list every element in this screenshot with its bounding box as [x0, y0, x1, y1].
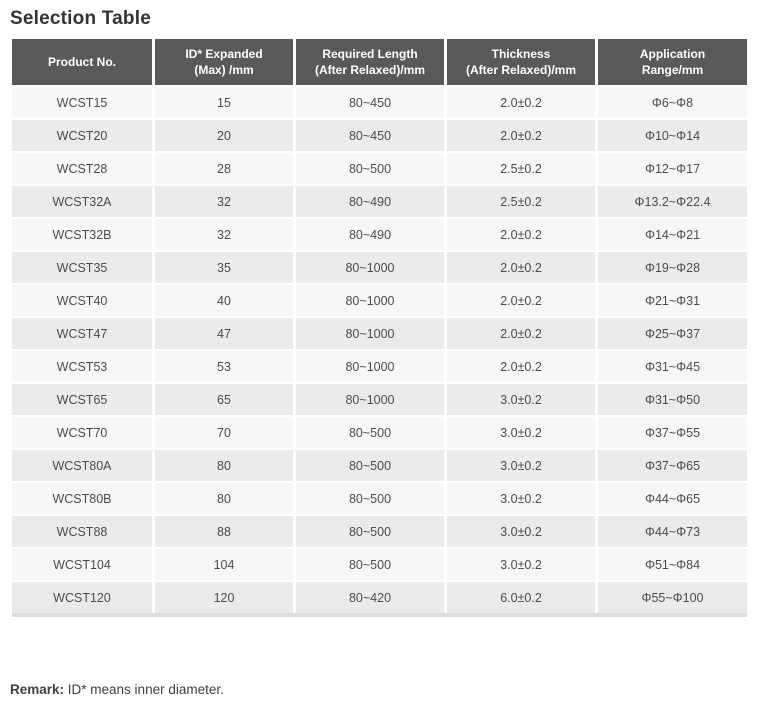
selection-table-grid — [12, 39, 747, 613]
table-cell: 80~500 — [296, 483, 444, 514]
table-cell: 80~1000 — [296, 318, 444, 349]
table-cell: 80~490 — [296, 186, 444, 217]
table-cell: Φ19~Φ28 — [598, 252, 747, 283]
table-cell: 2.0±0.2 — [447, 285, 595, 316]
table-cell: WCST70 — [12, 417, 152, 448]
selection-table — [12, 39, 747, 617]
table-cell: Φ37~Φ55 — [598, 417, 747, 448]
table-cell: 3.0±0.2 — [447, 384, 595, 415]
table-cell: WCST47 — [12, 318, 152, 349]
column-header-line1: Application — [639, 47, 706, 61]
table-cell: 80 — [155, 450, 293, 481]
table-cell: WCST104 — [12, 549, 152, 580]
table-cell: 65 — [155, 384, 293, 415]
table-cell: 3.0±0.2 — [447, 516, 595, 547]
table-cell: Φ37~Φ65 — [598, 450, 747, 481]
table-cell: WCST35 — [12, 252, 152, 283]
table-cell: 32 — [155, 186, 293, 217]
table-cell: Φ55~Φ100 — [598, 582, 747, 613]
table-cell: Φ21~Φ31 — [598, 285, 747, 316]
column-header-line1: Product No. — [48, 55, 116, 69]
table-cell: 6.0±0.2 — [447, 582, 595, 613]
table-cell: Φ10~Φ14 — [598, 120, 747, 151]
column-header-line2: (After Relaxed)/mm — [314, 63, 426, 77]
column-header-line1: ID* Expanded — [185, 47, 263, 61]
table-cell: 2.0±0.2 — [447, 87, 595, 118]
remark-text: ID* means inner diameter. — [64, 682, 224, 697]
column-header-5 — [598, 39, 747, 85]
table-cell: 80~500 — [296, 153, 444, 184]
column-header-line2: Range/mm — [641, 63, 704, 77]
column-header-2 — [155, 39, 293, 85]
remark — [10, 682, 758, 697]
table-cell: 80~450 — [296, 87, 444, 118]
column-header-3 — [296, 39, 444, 85]
table-cell: WCST15 — [12, 87, 152, 118]
table-cell: 2.5±0.2 — [447, 186, 595, 217]
table-cell: WCST80A — [12, 450, 152, 481]
table-cell: Φ51~Φ84 — [598, 549, 747, 580]
table-bottom-border — [12, 613, 747, 617]
table-cell: 80~1000 — [296, 351, 444, 382]
table-cell: 80~500 — [296, 516, 444, 547]
table-cell: 2.0±0.2 — [447, 318, 595, 349]
table-cell: 2.5±0.2 — [447, 153, 595, 184]
table-cell: Φ14~Φ21 — [598, 219, 747, 250]
column-header-line1: Required Length — [322, 47, 418, 61]
table-cell: 70 — [155, 417, 293, 448]
table-cell: WCST40 — [12, 285, 152, 316]
table-cell: 88 — [155, 516, 293, 547]
table-cell: 53 — [155, 351, 293, 382]
table-cell: 80~500 — [296, 549, 444, 580]
table-cell: WCST32A — [12, 186, 152, 217]
table-cell: 2.0±0.2 — [447, 219, 595, 250]
table-cell: 80~500 — [296, 450, 444, 481]
table-cell: 28 — [155, 153, 293, 184]
table-cell: 3.0±0.2 — [447, 450, 595, 481]
table-cell: 20 — [155, 120, 293, 151]
table-cell: WCST80B — [12, 483, 152, 514]
table-cell: Φ31~Φ45 — [598, 351, 747, 382]
remark-label: Remark: — [10, 682, 65, 697]
table-cell: 80~500 — [296, 417, 444, 448]
table-cell: WCST120 — [12, 582, 152, 613]
table-cell: 80~420 — [296, 582, 444, 613]
table-cell: Φ6~Φ8 — [598, 87, 747, 118]
page-title: Selection Table — [10, 8, 151, 29]
table-cell: 80 — [155, 483, 293, 514]
column-header-1 — [12, 39, 152, 85]
column-header-4 — [447, 39, 595, 85]
table-cell: WCST28 — [12, 153, 152, 184]
table-cell: 3.0±0.2 — [447, 417, 595, 448]
table-cell: 2.0±0.2 — [447, 351, 595, 382]
table-cell: 80~1000 — [296, 285, 444, 316]
table-cell: 35 — [155, 252, 293, 283]
column-header-line2: (Max) /mm — [194, 63, 254, 77]
table-cell: 3.0±0.2 — [447, 483, 595, 514]
table-cell: 40 — [155, 285, 293, 316]
table-cell: 120 — [155, 582, 293, 613]
table-cell: 80~490 — [296, 219, 444, 250]
table-cell: WCST20 — [12, 120, 152, 151]
table-cell: 15 — [155, 87, 293, 118]
table-cell: Φ25~Φ37 — [598, 318, 747, 349]
table-cell: WCST32B — [12, 219, 152, 250]
table-cell: 32 — [155, 219, 293, 250]
table-cell: Φ44~Φ65 — [598, 483, 747, 514]
table-cell: Φ31~Φ50 — [598, 384, 747, 415]
table-cell: WCST53 — [12, 351, 152, 382]
table-cell: 80~1000 — [296, 384, 444, 415]
column-header-line1: Thickness — [491, 47, 551, 61]
table-cell: 80~450 — [296, 120, 444, 151]
table-cell: WCST65 — [12, 384, 152, 415]
table-cell: Φ44~Φ73 — [598, 516, 747, 547]
table-cell: Φ12~Φ17 — [598, 153, 747, 184]
column-header-line2: (After Relaxed)/mm — [465, 63, 577, 77]
table-cell: 2.0±0.2 — [447, 120, 595, 151]
table-cell: 3.0±0.2 — [447, 549, 595, 580]
table-cell: 80~1000 — [296, 252, 444, 283]
table-cell: 104 — [155, 549, 293, 580]
table-cell: 47 — [155, 318, 293, 349]
table-cell: Φ13.2~Φ22.4 — [598, 186, 747, 217]
table-cell: 2.0±0.2 — [447, 252, 595, 283]
table-cell: WCST88 — [12, 516, 152, 547]
